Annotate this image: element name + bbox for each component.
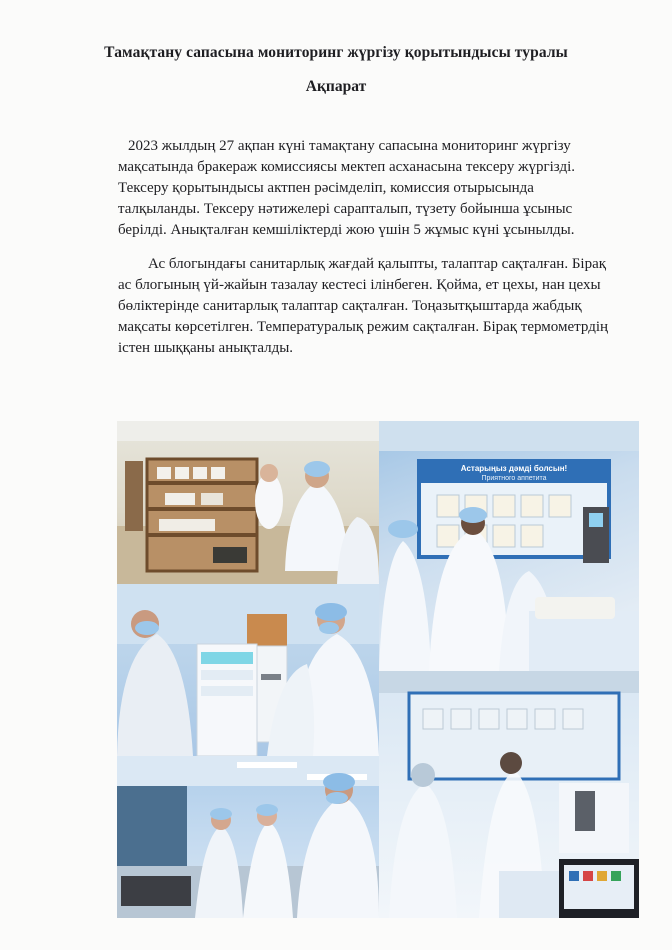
storage-room-illustration — [117, 421, 379, 584]
refrigerator-illustration — [117, 584, 379, 756]
paragraph-1 — [118, 136, 618, 241]
banner-line-2: Приятного аппетита — [481, 475, 547, 482]
paragraph-1-line: берілді. Анықталған кемшіліктерді жою үшін 5 жұмыс күні ұсынылды. — [118, 222, 575, 238]
paragraph-2-line: ас блогының үй-жайын тазалау кестесі ілінбеген. Қойма, ет цехы, нан цехы — [118, 277, 601, 293]
kitchen-illustration — [117, 756, 379, 918]
photo-hall-inspection — [379, 671, 639, 918]
photo-kitchen — [117, 756, 379, 918]
document-subtitle: Ақпарат — [305, 78, 367, 95]
photo-refrigerator — [117, 584, 379, 756]
dining-banner-illustration — [379, 421, 639, 671]
document-title: Тамақтану сапасына мониторинг жүргізу қорытындысы туралы — [104, 44, 568, 61]
paragraph-2 — [118, 254, 618, 359]
paragraph-2-line: Ас блогындағы санитарлық жағдай қалыпты, талаптар сақталған. Бірақ — [148, 256, 607, 272]
paragraph-1-line: талқыланды. Тексеру нәтижелері сарапталып, түзету бойынша ұсыныс — [118, 201, 573, 217]
paragraph-2-line: істен шыққаны анықталды. — [118, 340, 294, 356]
banner-line-1: Астарыңыз дәмді болсын! — [460, 464, 568, 473]
photo-collage — [117, 421, 639, 918]
photo-dining-banner — [379, 421, 639, 671]
paragraph-1-line: 2023 жылдың 27 ақпан күні тамақтану сапасына мониторинг жүргізу — [128, 138, 571, 154]
paragraph-2-line: бөліктерінде санитарлық талаптар сақталған. Тоңазытқыштарда жабдық — [118, 298, 582, 314]
hall-inspection-illustration — [379, 671, 639, 918]
photo-storage-room — [117, 421, 379, 584]
paragraph-1-line: Тексеру қорытындысы актпен рәсімделіп, комиссия отырысында — [118, 180, 534, 196]
paragraph-2-line: мақсаты көрсетілген. Температуралық режим сақталған. Бірақ термометрдің — [118, 319, 609, 335]
paragraph-1-line: мақсатында бракераж комиссиясы мектеп асханасына тексеру жүргізді. — [118, 159, 575, 175]
